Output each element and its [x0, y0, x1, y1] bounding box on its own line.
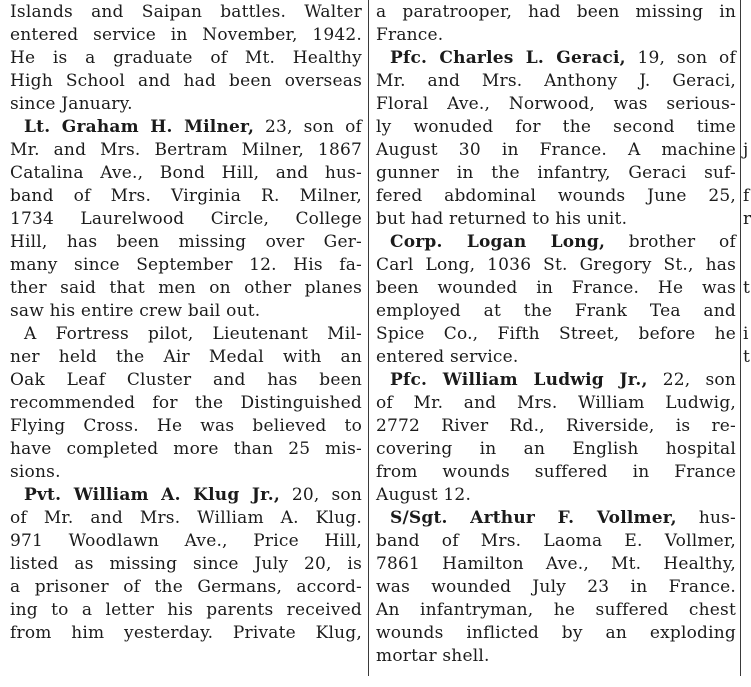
- line-text: 19, son of: [625, 48, 736, 68]
- text-line: [10, 438, 362, 461]
- line-text: was wounded July 23 in France.: [376, 577, 736, 597]
- text-line: [376, 553, 736, 576]
- line-text: ther said that men on other planes: [10, 278, 362, 298]
- text-line: [10, 553, 362, 576]
- line-text: hus-: [676, 508, 736, 528]
- text-line: [10, 277, 362, 300]
- line-text: 22, son: [647, 370, 736, 390]
- soldier-name: Corp. Logan Long,: [390, 232, 606, 252]
- text-line: [10, 24, 362, 47]
- line-text: have completed more than 25 mis-: [10, 439, 362, 459]
- line-text: a paratrooper, had been missing in: [376, 2, 736, 22]
- text-line: [376, 346, 736, 369]
- text-line: [10, 346, 362, 369]
- text-line: [376, 162, 736, 185]
- line-text: listed as missing since July 20, is: [10, 554, 362, 574]
- text-line: [376, 116, 736, 139]
- column-divider: [368, 0, 369, 676]
- text-line: [376, 254, 736, 277]
- text-line: [376, 461, 736, 484]
- line-text: An infantryman, he suffered chest: [376, 600, 736, 620]
- line-text: ly wonuded for the second time: [376, 117, 736, 137]
- line-text: of Mr. and Mrs. William A. Klug.: [10, 508, 362, 528]
- text-line: [376, 392, 736, 415]
- text-line: [10, 323, 362, 346]
- edge-fragment: f: [743, 186, 750, 206]
- soldier-name: Pvt. William A. Klug Jr.,: [24, 485, 280, 505]
- line-text: ner held the Air Medal with an: [10, 347, 362, 367]
- text-line: [376, 576, 736, 599]
- text-line: [10, 415, 362, 438]
- line-text: entered service.: [376, 347, 519, 367]
- line-text: Mr. and Mrs. Anthony J. Geraci,: [376, 71, 736, 91]
- text-line: [10, 116, 362, 139]
- edge-fragment: j: [743, 140, 749, 160]
- line-text: been wounded in France. He was: [376, 278, 736, 298]
- text-line: [10, 47, 362, 70]
- line-text: Islands and Saipan battles. Walter: [10, 2, 362, 22]
- line-text: but had returned to his unit.: [376, 209, 628, 229]
- text-line: [376, 530, 736, 553]
- text-line: [376, 70, 736, 93]
- text-line: [10, 162, 362, 185]
- line-text: Catalina Ave., Bond Hill, and hus-: [10, 163, 362, 183]
- text-line: [10, 392, 362, 415]
- line-text: Flying Cross. He was believed to: [10, 416, 362, 436]
- line-text: employed at the Frank Tea and: [376, 301, 736, 321]
- line-text: sions.: [10, 462, 61, 482]
- text-line: [376, 1, 736, 24]
- text-line: [10, 254, 362, 277]
- line-text: 2772 River Rd., Riverside, is re-: [376, 416, 736, 436]
- text-line: [376, 438, 736, 461]
- text-line: [376, 622, 736, 645]
- edge-fragment: t: [743, 278, 750, 298]
- line-text: a prisoner of the Germans, accord-: [10, 577, 362, 597]
- text-line: [10, 576, 362, 599]
- soldier-name: Lt. Graham H. Milner,: [24, 117, 255, 137]
- text-line: [376, 484, 736, 507]
- line-text: Floral Ave., Norwood, was serious-: [376, 94, 736, 114]
- text-line: [376, 47, 736, 70]
- edge-fragment: r: [743, 209, 751, 229]
- line-text: recommended for the Distinguished: [10, 393, 362, 413]
- soldier-name: S/Sgt. Arthur F. Vollmer,: [390, 508, 677, 528]
- line-text: entered service in November, 1942.: [10, 25, 362, 45]
- text-line: [10, 507, 362, 530]
- line-text: many since September 12. His fa-: [10, 255, 362, 275]
- text-line: [376, 645, 736, 668]
- line-text: August 12.: [376, 485, 472, 505]
- text-line: [376, 323, 736, 346]
- text-line: [10, 1, 362, 24]
- text-line: [10, 599, 362, 622]
- soldier-name: Pfc. Charles L. Geraci,: [390, 48, 626, 68]
- line-text: 23, son of: [254, 117, 362, 137]
- soldier-name: Pfc. William Ludwig Jr.,: [390, 370, 648, 390]
- line-text: covering in an English hospital: [376, 439, 736, 459]
- text-line: [376, 599, 736, 622]
- line-text: Oak Leaf Cluster and has been: [10, 370, 362, 390]
- line-text: Hill, has been missing over Ger-: [10, 232, 362, 252]
- line-text: band of Mrs. Laoma E. Vollmer,: [376, 531, 736, 551]
- line-text: Mr. and Mrs. Bertram Milner, 1867: [10, 140, 362, 160]
- edge-fragment: t: [743, 347, 750, 367]
- text-line: [10, 530, 362, 553]
- text-line: [376, 139, 736, 162]
- text-line: [376, 231, 736, 254]
- text-line: [376, 185, 736, 208]
- text-line: [376, 24, 736, 47]
- text-line: [10, 461, 362, 484]
- line-text: saw his entire crew bail out.: [10, 301, 261, 321]
- right-column: [372, 0, 738, 687]
- text-line: [10, 139, 362, 162]
- line-text: band of Mrs. Virginia R. Milner,: [10, 186, 362, 206]
- text-line: [10, 70, 362, 93]
- column-divider-right: [740, 0, 741, 676]
- line-text: 971 Woodlawn Ave., Price Hill,: [10, 531, 362, 551]
- line-text: from wounds suffered in France: [376, 462, 736, 482]
- line-text: He is a graduate of Mt. Healthy: [10, 48, 362, 68]
- line-text: Carl Long, 1036 St. Gregory St., has: [376, 255, 736, 275]
- text-line: [10, 185, 362, 208]
- text-line: [10, 622, 362, 645]
- line-text: France.: [376, 25, 444, 45]
- text-line: [376, 300, 736, 323]
- line-text: Spice Co., Fifth Street, before he: [376, 324, 736, 344]
- text-line: [376, 208, 736, 231]
- text-line: [10, 300, 362, 323]
- line-text: from him yesterday. Private Klug,: [10, 623, 362, 643]
- line-text: mortar shell.: [376, 646, 490, 666]
- line-text: gunner in the infantry, Geraci suf-: [376, 163, 736, 183]
- text-line: [376, 93, 736, 116]
- line-text: fered abdominal wounds June 25,: [376, 186, 736, 206]
- line-text: since January.: [10, 94, 133, 114]
- text-line: [376, 415, 736, 438]
- line-text: 7861 Hamilton Ave., Mt. Healthy,: [376, 554, 736, 574]
- line-text: A Fortress pilot, Lieutenant Mil-: [24, 324, 362, 344]
- left-column: [0, 0, 366, 687]
- line-text: August 30 in France. A machine: [376, 140, 736, 160]
- text-line: [10, 93, 362, 116]
- line-text: ing to a letter his parents received: [10, 600, 362, 620]
- line-text: wounds inflicted by an exploding: [376, 623, 736, 643]
- text-line: [376, 507, 736, 530]
- text-line: [10, 208, 362, 231]
- line-text: of Mr. and Mrs. William Ludwig,: [376, 393, 736, 413]
- text-line: [376, 369, 736, 392]
- text-line: [376, 277, 736, 300]
- line-text: 1734 Laurelwood Circle, College: [10, 209, 362, 229]
- edge-fragment: i: [743, 324, 749, 344]
- text-line: [10, 231, 362, 254]
- line-text: 20, son: [279, 485, 362, 505]
- text-line: [10, 484, 362, 507]
- line-text: High School and had been overseas: [10, 71, 362, 91]
- text-line: [10, 369, 362, 392]
- line-text: brother of: [605, 232, 736, 252]
